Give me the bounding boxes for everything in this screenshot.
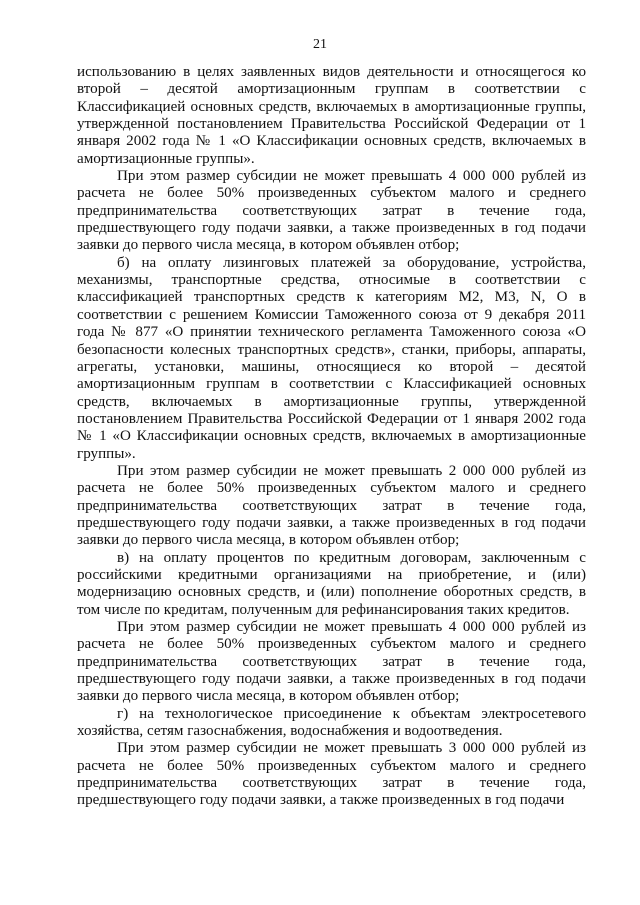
body-text	[77, 64, 586, 810]
paragraph-subsidy-limit-b: При этом размер субсидии не может превышать 2 000 000 рублей из расчета не более 50% произведенных субъектом малого и среднего предпринимательства соответствующих затрат в течение года, предшествующего году подачи заявки, а также произведенных в год подачи заявки до первого числа месяца, в котором объявлен отбор;	[77, 462, 586, 549]
paragraph-item-b-leasing: б) на оплату лизинговых платежей за оборудование, устройства, механизмы, транспортные средства, относимые в соответствии с классификацией транспортных средств к категориям М2, М3, N, O в соответствии с решением Комиссии Таможенного союза от 9 декабря 2011 года № 877 «О принятии технического регламента Таможенного союза «О безопасности колесных транспортных средств», станки, приборы, аппараты, агрегаты, установки, машины, относящиеся ко второй – десятой амортизационным группам в соответствии с Классификацией основных средств, включаемых в амортизационные группы, утвержденной постановлением Правительства Российской Федерации от 1 января 2002 года № 1 «О Классификации основных средств, включаемых в амортизационные группы».	[77, 254, 586, 462]
paragraph-item-g-connection: г) на технологическое присоединение к объектам электросетевого хозяйства, сетям газоснабжения, водоснабжения и водоотведения.	[77, 705, 586, 740]
paragraph-subsidy-limit-g: При этом размер субсидии не может превышать 3 000 000 рублей из расчета не более 50% произведенных субъектом малого и среднего предпринимательства соответствующих затрат в течение года, предшествующего году подачи заявки, а также произведенных в год подачи	[77, 740, 586, 809]
paragraph-subsidy-limit-a: При этом размер субсидии не может превышать 4 000 000 рублей из расчета не более 50% произведенных субъектом малого и среднего предпринимательства соответствующих затрат в течение года, предшествующего году подачи заявки, а также произведенных в год подачи заявки до первого числа месяца, в котором объявлен отбор;	[77, 168, 586, 254]
paragraph-subsidy-limit-v: При этом размер субсидии не может превышать 4 000 000 рублей из расчета не более 50% произведенных субъектом малого и среднего предпринимательства соответствующих затрат в течение года, предшествующего году подачи заявки, а также произведенных в год подачи заявки до первого числа месяца, в котором объявлен отбор;	[77, 619, 586, 705]
paragraph-continuation: использованию в целях заявленных видов деятельности и относящегося ко второй – десятой амортизационным группам в соответствии с Классификацией основных средств, включаемых в амортизационные группы, утвержденной постановлением Правительства Российской Федерации от 1 января 2002 года № 1 «О Классификации основных средств, включаемых в амортизационные группы».	[77, 64, 586, 167]
page-number: 21	[313, 37, 327, 52]
paragraph-item-v-credit-interest: в) на оплату процентов по кредитным договорам, заключенным с российскими кредитными организациями на приобретение, и (или) модернизацию основных средств, и (или) пополнение оборотных средств, в том числе по кредитам, полученным для рефинансирования таких кредитов.	[77, 549, 586, 618]
